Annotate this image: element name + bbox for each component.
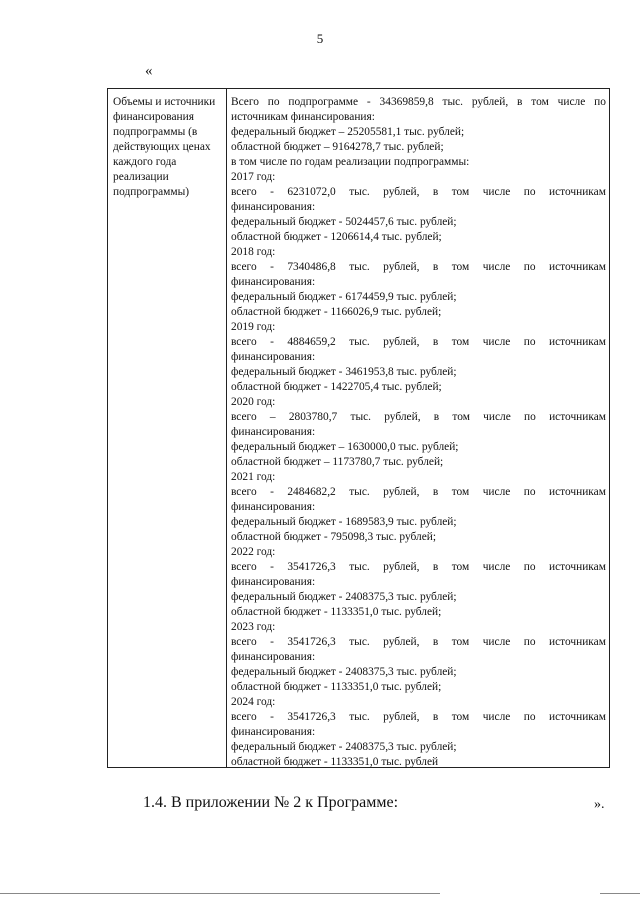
year-total-word: по (524, 411, 536, 423)
year-total-word: тыс. (349, 336, 370, 348)
year-block (231, 620, 606, 695)
year-total-word: источникам (548, 636, 606, 648)
year-total-word: всего (231, 336, 257, 348)
intro-word: подпрограмме (288, 96, 359, 108)
year-label: 2023 год: (231, 621, 276, 633)
year-financing-line: финансирования: (231, 501, 316, 513)
year-total-word: в (433, 411, 440, 423)
page-number: 5 (316, 31, 324, 46)
year-total-word: в (432, 186, 439, 198)
year-label: 2021 год: (231, 471, 276, 483)
year-total-word: по (523, 336, 536, 348)
year-total-word: источникам (548, 186, 606, 198)
year-total-line (231, 410, 606, 425)
year-label: 2022 год: (231, 546, 276, 558)
total-federal-budget: федеральный бюджет – 25205581,1 тыс. рублей; (231, 126, 465, 138)
year-federal-line: федеральный бюджет - 2408375,3 тыс. рублей; (231, 666, 457, 678)
year-label: 2018 год: (231, 246, 276, 258)
year-total-word: - (270, 561, 274, 573)
label-line: финансирования (113, 111, 194, 123)
year-total-word: по (523, 561, 536, 573)
year-total-word: рублей, (383, 636, 420, 648)
year-block (231, 170, 606, 245)
year-total-word: в (432, 336, 439, 348)
year-total-word: всего (231, 711, 257, 723)
year-total-line (231, 710, 606, 725)
intro-word: Всего (231, 96, 259, 108)
intro-word: по (267, 96, 280, 108)
year-federal-line: федеральный бюджет - 6174459,9 тыс. рублей; (231, 291, 457, 303)
year-financing-line: финансирования: (231, 426, 316, 438)
year-total-word: том (451, 486, 470, 498)
year-financing-line: финансирования: (231, 651, 316, 663)
year-total-word: по (523, 186, 536, 198)
year-total-word: всего (231, 411, 257, 423)
years-list (231, 170, 606, 770)
year-block (231, 695, 606, 770)
year-total-word: всего (231, 186, 257, 198)
year-block (231, 395, 606, 470)
year-total-word: числе (482, 486, 511, 498)
year-total-word: всего (231, 636, 257, 648)
year-total-word: - (270, 636, 274, 648)
section-heading: 1.4. В приложении № 2 к Программе: (143, 794, 399, 811)
year-block (231, 545, 606, 620)
year-block (231, 320, 606, 395)
year-total-word: в (432, 711, 439, 723)
year-total-word: 2803780,7 (288, 411, 338, 423)
year-total-word: - (270, 336, 274, 348)
by-years-intro: в том числе по годам реализации подпрограммы: (231, 156, 470, 168)
year-total-word: рублей, (384, 411, 421, 423)
year-total-word: тыс. (349, 711, 370, 723)
table-value-cell (227, 89, 609, 767)
closing-quote-mark: ». (594, 797, 605, 812)
year-total-word: 2484682,2 (287, 486, 336, 498)
year-financing-line: финансирования: (231, 276, 316, 288)
year-regional-line: областной бюджет - 1422705,4 тыс. рублей; (231, 381, 442, 393)
year-financing-line: финансирования: (231, 726, 316, 738)
intro-word: числе (557, 96, 586, 108)
year-total-word: рублей, (383, 561, 420, 573)
total-funding-line (231, 95, 606, 110)
year-total-word: рублей, (383, 711, 420, 723)
year-total-word: рублей, (383, 486, 420, 498)
year-total-word: числе (482, 636, 511, 648)
year-total-word: источникам (548, 711, 606, 723)
year-regional-line: областной бюджет - 1206614,4 тыс. рублей; (231, 231, 442, 243)
year-financing-line: финансирования: (231, 201, 316, 213)
year-total-word: числе (482, 186, 511, 198)
year-federal-line: федеральный бюджет – 1630000,0 тыс. рублей; (231, 441, 459, 453)
year-total-word: числе (483, 411, 511, 423)
intro-word: в (517, 96, 523, 108)
year-total-line (231, 335, 606, 350)
year-total-word: в (432, 486, 439, 498)
year-total-word: том (451, 711, 470, 723)
year-total-word: тыс. (349, 636, 370, 648)
year-federal-line: федеральный бюджет - 2408375,3 тыс. рублей; (231, 741, 457, 753)
year-total-word: числе (482, 711, 511, 723)
year-block (231, 470, 606, 545)
year-total-word: в (432, 261, 439, 273)
year-federal-line: федеральный бюджет - 2408375,3 тыс. рублей; (231, 591, 457, 603)
year-total-word: рублей, (383, 261, 420, 273)
year-total-word: 3541726,3 (287, 711, 336, 723)
year-label: 2020 год: (231, 396, 276, 408)
intro-word: том (531, 96, 549, 108)
year-total-line (231, 260, 606, 275)
year-federal-line: федеральный бюджет - 5024457,6 тыс. рублей; (231, 216, 457, 228)
year-total-word: числе (482, 561, 511, 573)
year-financing-line: финансирования: (231, 576, 316, 588)
year-total-word: - (270, 186, 274, 198)
year-total-word: в (432, 636, 439, 648)
year-total-word: 7340486,8 (287, 261, 336, 273)
year-regional-line: областной бюджет – 1173780,7 тыс. рублей; (231, 456, 444, 468)
label-line: каждого года (113, 156, 177, 168)
year-total-word: числе (482, 336, 511, 348)
year-total-word: тыс. (349, 561, 370, 573)
year-label: 2019 год: (231, 321, 276, 333)
year-total-word: по (523, 636, 536, 648)
year-financing-line: финансирования: (231, 351, 316, 363)
year-total-word: в (432, 561, 439, 573)
year-federal-line: федеральный бюджет - 3461953,8 тыс. рублей; (231, 366, 457, 378)
year-total-word: источникам (548, 336, 606, 348)
year-block (231, 245, 606, 320)
label-line: Объемы и источники (113, 96, 216, 108)
year-total-word: том (451, 336, 470, 348)
footer-divider-right (600, 893, 640, 894)
year-total-word: - (270, 486, 274, 498)
year-total-word: рублей, (383, 186, 420, 198)
year-total-line (231, 185, 606, 200)
year-total-word: том (451, 261, 470, 273)
year-total-word: по (523, 261, 536, 273)
year-total-word: том (451, 561, 470, 573)
label-line: действующих ценах (113, 141, 211, 153)
year-total-word: всего (231, 486, 257, 498)
label-line: подпрограммы (в (113, 126, 198, 138)
year-total-word: источникам (549, 411, 606, 423)
intro-word: по (594, 96, 606, 108)
year-total-word: по (523, 711, 536, 723)
intro-word: рублей, (471, 96, 509, 108)
year-total-word: том (451, 186, 470, 198)
footer-divider (0, 893, 440, 894)
label-line: подпрограммы) (113, 186, 190, 198)
year-total-line (231, 560, 606, 575)
year-total-word: источникам (548, 561, 606, 573)
funding-table (107, 88, 610, 768)
table-label-cell (108, 89, 227, 767)
year-total-word: том (451, 636, 470, 648)
year-regional-line: областной бюджет - 1133351,0 тыс. рублей; (231, 606, 442, 618)
total-funding-line-continued: источникам финансирования: (231, 111, 375, 123)
year-federal-line: федеральный бюджет - 1689583,9 тыс. рублей; (231, 516, 457, 528)
year-total-word: 3541726,3 (287, 561, 336, 573)
intro-word: - (366, 96, 371, 108)
year-total-word: тыс. (349, 186, 370, 198)
year-total-word: 4884659,2 (287, 336, 336, 348)
opening-quote-mark: « (145, 63, 153, 79)
year-total-word: тыс. (349, 486, 370, 498)
year-total-word: всего (231, 261, 257, 273)
year-total-word: – (269, 411, 276, 423)
year-total-line (231, 635, 606, 650)
year-total-word: 6231072,0 (287, 186, 336, 198)
year-regional-line: областной бюджет - 1133351,0 тыс. рублей; (231, 681, 442, 693)
year-total-line (231, 485, 606, 500)
year-total-word: числе (482, 261, 511, 273)
year-label: 2024 год: (231, 696, 276, 708)
year-total-word: 3541726,3 (287, 636, 336, 648)
year-regional-line: областной бюджет - 795098,3 тыс. рублей; (231, 531, 437, 543)
year-total-word: тыс. (349, 261, 370, 273)
year-regional-line: областной бюджет - 1166026,9 тыс. рублей; (231, 306, 442, 318)
year-total-word: по (523, 486, 536, 498)
year-total-word: том (452, 411, 470, 423)
year-total-word: тыс. (350, 411, 372, 423)
year-total-word: рублей, (383, 336, 420, 348)
year-total-word: источникам (548, 261, 606, 273)
year-total-word: источникам (548, 486, 606, 498)
label-line: реализации (113, 171, 169, 183)
year-regional-line: областной бюджет - 1133351,0 тыс. рублей (231, 756, 439, 768)
year-total-word: - (270, 261, 274, 273)
year-total-word: - (270, 711, 274, 723)
total-regional-budget: областной бюджет – 9164278,7 тыс. рублей; (231, 141, 444, 153)
year-total-word: всего (231, 561, 257, 573)
intro-word: 34369859,8 (379, 96, 434, 108)
intro-word: тыс. (442, 96, 464, 108)
year-label: 2017 год: (231, 171, 276, 183)
